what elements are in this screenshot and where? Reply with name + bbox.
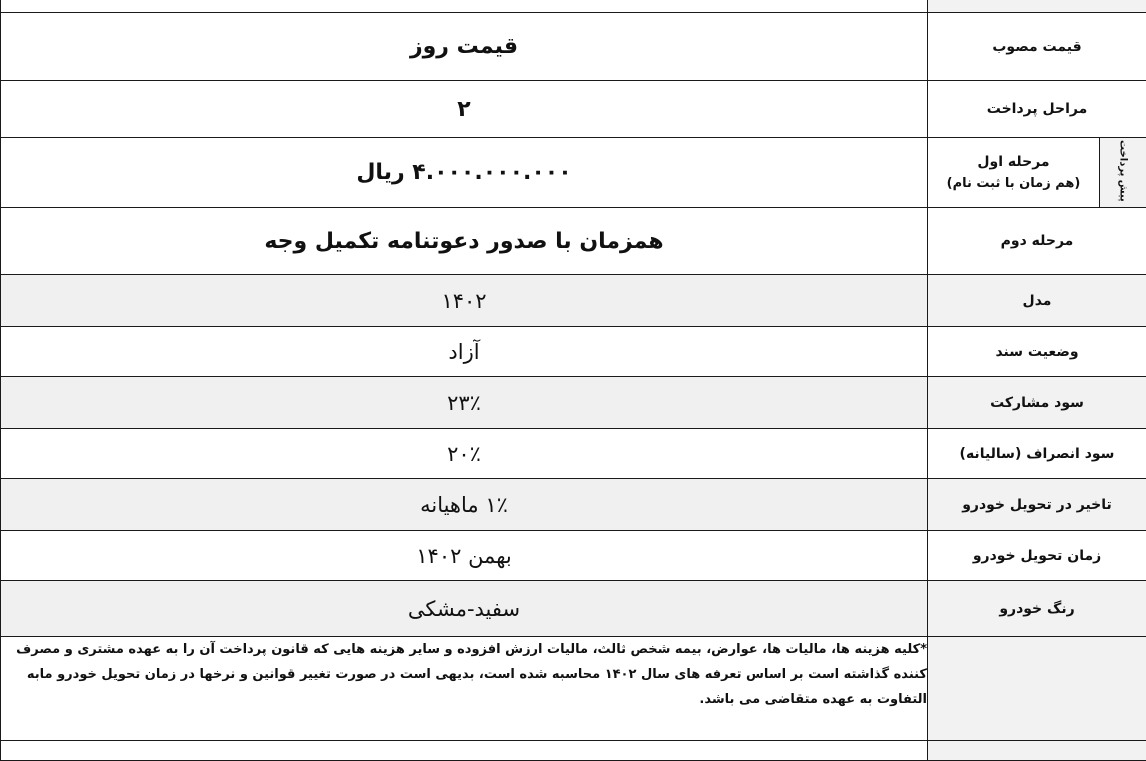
first-stage-label-cell [928,138,1100,208]
table-row-participation-profit [1,377,1146,429]
table-row-top-edge [1,0,1146,13]
cost-note: *کلیه هزینه ها، مالیات ها، عوارض، بیمه شخص ثالث، مالیات ارزش افزوده و سایر هزینه هایی که قانون پرداخت آن را به عهده مشتری و مصرف کننده گذاشته است بر اساس تعرفه های سال ۱۴۰۲ محاسبه شده است، بدیهی است در صورت تغییر قوانین و نرخها در زمان تحویل خودرو مابه التفاوت به عهده متقاضی می باشد. [1,637,928,741]
car-color-label: رنگ خودرو [928,581,1146,637]
top-edge-label-cell [928,0,1146,13]
car-color-value: سفید-مشکی [1,581,928,637]
table-row-cancellation-profit [1,429,1146,479]
cancellation-profit-label: سود انصراف (سالیانه) [928,429,1146,479]
document-status-value: آزاد [1,327,928,377]
delivery-delay-value: ۱٪ ماهیانه [1,479,928,531]
table-row-document-status [1,327,1146,377]
participation-profit-label: سود مشارکت [928,377,1146,429]
table-row-delivery-time [1,531,1146,581]
second-stage-value: همزمان با صدور دعوتنامه تکمیل وجه [1,208,928,275]
delivery-delay-label: تاخیر در تحویل خودرو [928,479,1146,531]
table-row-model [1,275,1146,327]
table-row-car-color [1,581,1146,637]
table-row-payment-stages [1,81,1146,138]
note-label-cell [928,637,1146,741]
table-row-first-stage [1,138,1146,208]
delivery-time-value: بهمن ۱۴۰۲ [1,531,928,581]
payment-stages-label: مراحل پرداخت [928,81,1146,138]
cancellation-profit-value: ۲۰٪ [1,429,928,479]
approved-price-label: قیمت مصوب [928,13,1146,81]
document-status-label: وضعیت سند [928,327,1146,377]
bottom-edge-cell [1,741,928,761]
bottom-edge-label-cell [928,741,1146,761]
second-stage-label: مرحله دوم [928,208,1146,275]
first-stage-value: ۴.۰۰۰.۰۰۰.۰۰۰ ریال [1,138,928,208]
delivery-time-label: زمان تحویل خودرو [928,531,1146,581]
approved-price-value: قیمت روز [1,13,928,81]
table-row-approved-price [1,13,1146,81]
payment-stages-value: ۲ [1,81,928,138]
participation-profit-value: ۲۳٪ [1,377,928,429]
model-label: مدل [928,275,1146,327]
top-edge-cell [1,0,928,13]
table-row-second-stage [1,208,1146,275]
table-row-bottom-edge [1,741,1146,761]
table-row-delivery-delay [1,479,1146,531]
prepayment-side-label-cell [1100,138,1146,208]
prepayment-side-label: پیش پرداخت [1118,140,1129,202]
model-value: ۱۴۰۲ [1,275,928,327]
first-stage-label: مرحله اول [977,154,1049,170]
first-stage-sublabel: (هم زمان با ثبت نام) [928,176,1099,191]
table-row-note [1,637,1146,741]
